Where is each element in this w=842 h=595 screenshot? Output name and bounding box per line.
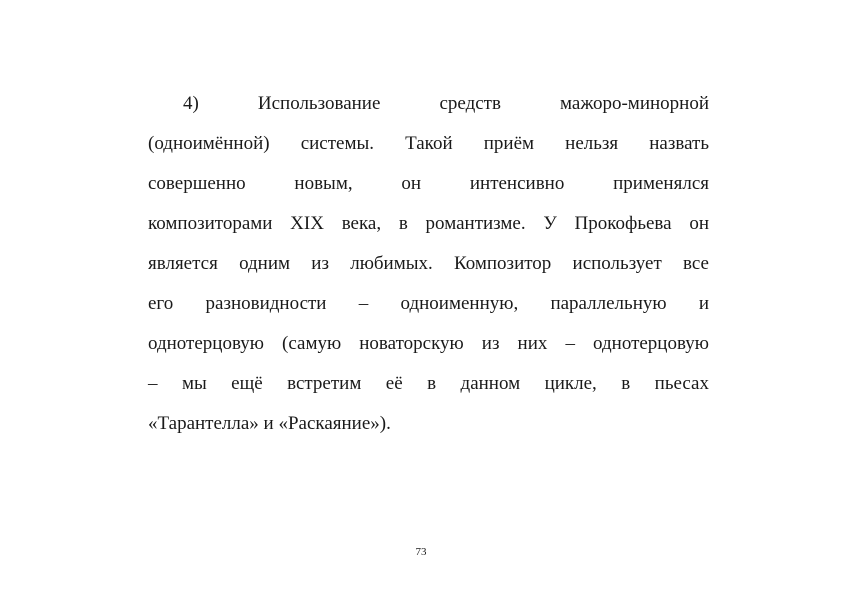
page-number: 73	[415, 546, 427, 558]
paragraph-line: совершенно новым, он интенсивно применялся	[148, 173, 709, 194]
paragraph-line: 4) Использование средств мажоро-минорной	[183, 93, 709, 114]
paragraph-line: (одноимённой) системы. Такой приём нельзя назвать	[148, 133, 709, 154]
body-paragraph	[148, 84, 709, 444]
paragraph-line: является одним из любимых. Композитор использует все	[148, 253, 709, 274]
paragraph-line: однотерцовую (самую новаторскую из них – однотерцовую	[148, 333, 709, 354]
paragraph-line: композиторами XIX века, в романтизме. У Прокофьева он	[148, 213, 709, 234]
paragraph-line: – мы ещё встретим её в данном цикле, в пьесах	[148, 373, 709, 394]
paragraph-line: его разновидности – одноименную, параллельную и	[148, 293, 709, 314]
paragraph-line: «Тарантелла» и «Раскаяние»).	[148, 413, 391, 434]
